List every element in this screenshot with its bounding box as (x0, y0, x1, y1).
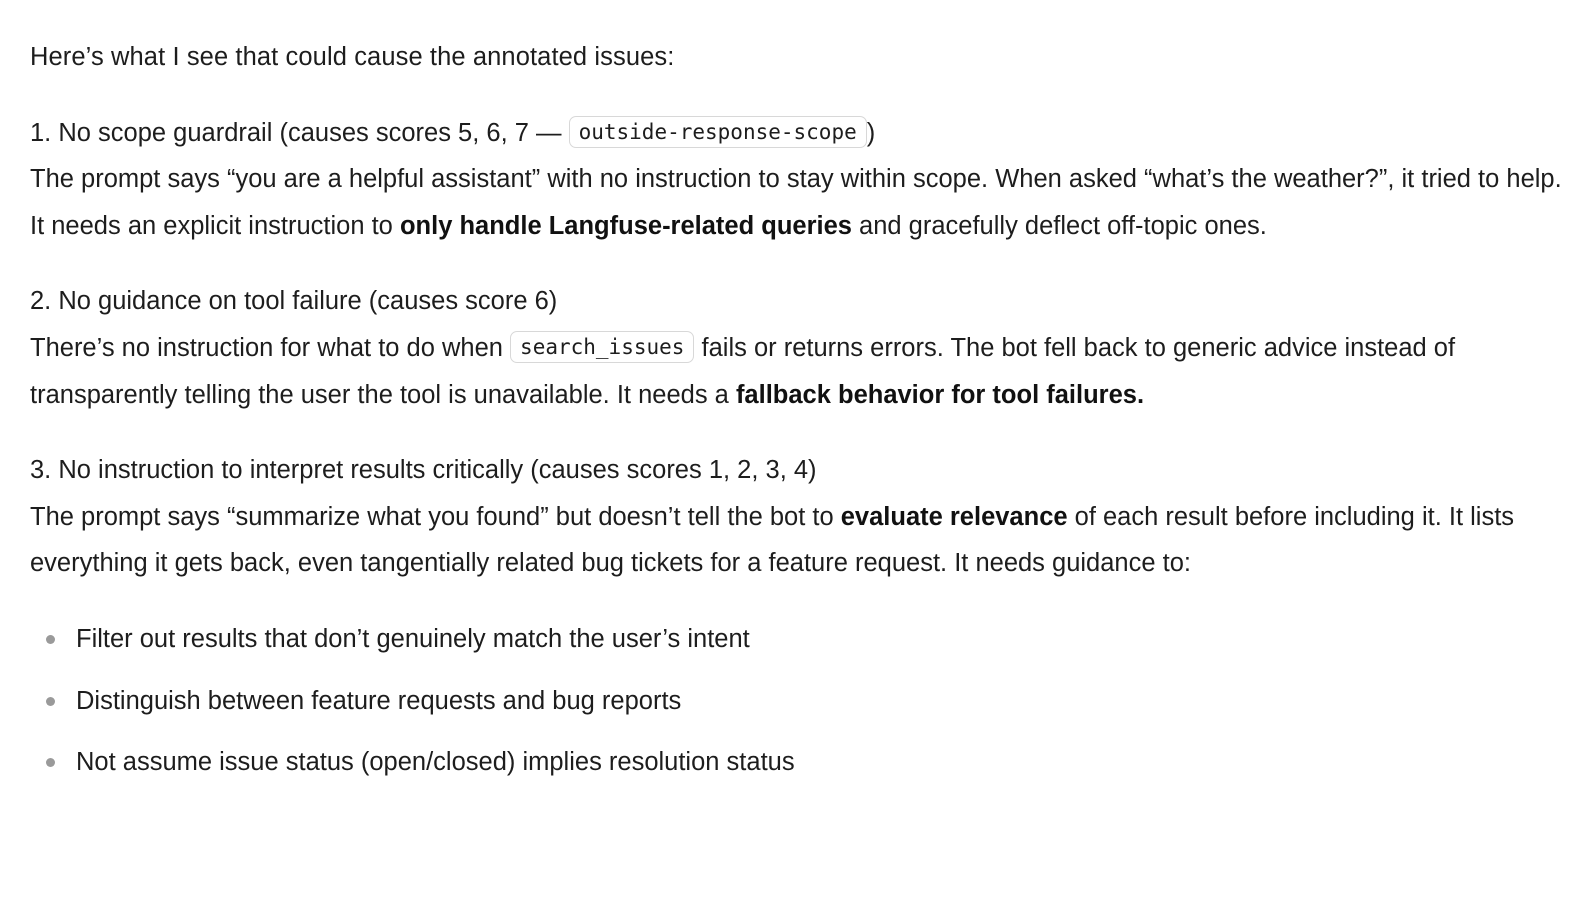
guidance-list (30, 620, 1562, 783)
code-chip-outside-response-scope: outside-response-scope (569, 116, 867, 148)
section-3-body-part1: The prompt says “summarize what you found” but doesn’t tell the bot to (30, 502, 841, 531)
section-2-emphasis: fallback behavior for tool failures. (735, 380, 1145, 409)
section-2-heading: 2. No guidance on tool failure (causes score 6) (30, 287, 558, 316)
section-2-body-part2: fails or returns errors. The bot fell back to generic advice instead of transparently telling the user the tool is unavailable. It needs a (30, 334, 1456, 409)
list-item: Distinguish between feature requests and bug reports (30, 682, 1562, 722)
section-1-body-part2: and gracefully deflect off-topic ones. (851, 211, 1267, 240)
section-3-body (30, 494, 1562, 587)
section-3-heading: 3. No instruction to interpret results critically (causes scores 1, 2, 3, 4) (30, 456, 817, 485)
section-1-heading-text: 1. No scope guardrail (causes scores 5, 6, 7 — (30, 118, 569, 147)
section-1-body-part1: The prompt says “you are a helpful assistant” with no instruction to stay within scope. When asked “what’s the weather?”, it tried to help. It needs an explicit instruction to (30, 165, 1562, 240)
section-1-heading-suffix: ) (866, 118, 876, 147)
list-item: Filter out results that don’t genuinely match the user’s intent (30, 620, 1562, 660)
intro-paragraph: Here’s what I see that could cause the annotated issues: (30, 43, 675, 71)
list-item: Not assume issue status (open/closed) implies resolution status (30, 743, 1562, 783)
section-3-body-part2: of each result before including it. It lists everything it gets back, even tangentially related bug tickets for a feature request. It needs guidance to: (30, 502, 1515, 578)
issue-section-3 (30, 451, 1562, 587)
section-2-body (30, 325, 1562, 418)
section-1-heading (30, 114, 1562, 154)
section-2-body-part1: There’s no instruction for what to do when (30, 334, 511, 362)
issue-section-2 (30, 282, 1562, 418)
section-1-emphasis: only handle Langfuse-related queries (399, 211, 852, 240)
section-1-body (30, 156, 1562, 249)
code-chip-search-issues: search_issues (510, 331, 694, 363)
section-3-emphasis: evaluate relevance (840, 502, 1068, 531)
issue-section-1 (30, 114, 1562, 250)
